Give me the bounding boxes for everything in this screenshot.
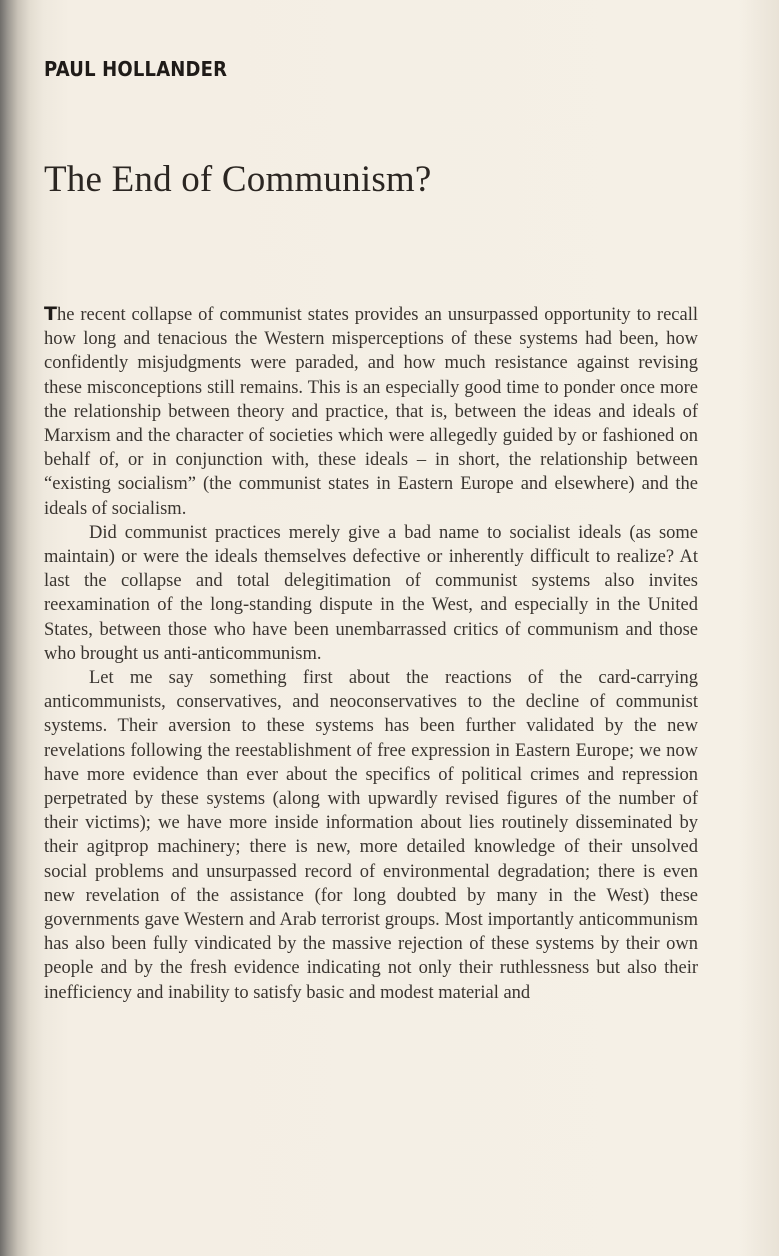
drop-cap: T (44, 303, 57, 325)
chapter-title: The End of Communism? (44, 159, 432, 200)
paragraph-1-text: he recent collapse of communist states provides an unsurpassed opportunity to recall how long and tenacious the Western misperceptions of these systems had been, how confidently misjudgments were paraded, and how much resistance against revising these misconceptions still remains. This is an especially good time to ponder once more the relationship between theory and practice, that is, between the ideas and ideals of Marxism and the character of societies which were allegedly guided by or fashioned on behalf of, or in conjunction with, these ideals – in short, the relationship between “existing socialism” (the communist states in Eastern Europe and elsewhere) and the ideals of socialism. (44, 305, 698, 519)
article-body (44, 302, 698, 1005)
paragraph-2: Did communist practices merely give a bad name to socialist ideals (as some maintain) or were the ideals themselves defective or inherently difficult to realize? At last the collapse and total delegitimation of communist systems also invites reexamination of the long-standing dispute in the West, and especially in the United States, between those who have been unembarrassed critics of communism and those who brought us anti-anticommunism. (44, 522, 698, 664)
paragraph-3: Let me say something first about the reactions of the card-carrying anticommunists, conservatives, and neoconservatives to the decline of communist systems. Their aversion to these systems has been further validated by the new revelations following the reestablishment of free expression in Eastern Europe; we now have more evidence than ever about the specifics of political crimes and repression perpetrated by these systems (along with upwardly revised figures of the number of their victims); we have more inside information about lies routinely disseminated by their agitprop machinery; there is new, more detailed knowledge of their unsolved social problems and unsurpassed record of environmental degradation; there is even new revelation of the assistance (for long doubted by many in the West) these governments gave Western and Arab terrorist groups. Most importantly anticommunism has also been fully vindicated by the massive rejection of these systems by their own people and by the fresh evidence indicating not only their ruthlessness but also their inefficiency and inability to satisfy basic and modest material and (44, 668, 698, 1003)
paragraph-1 (44, 302, 698, 521)
author-name: PAUL HOLLANDER (44, 57, 228, 81)
